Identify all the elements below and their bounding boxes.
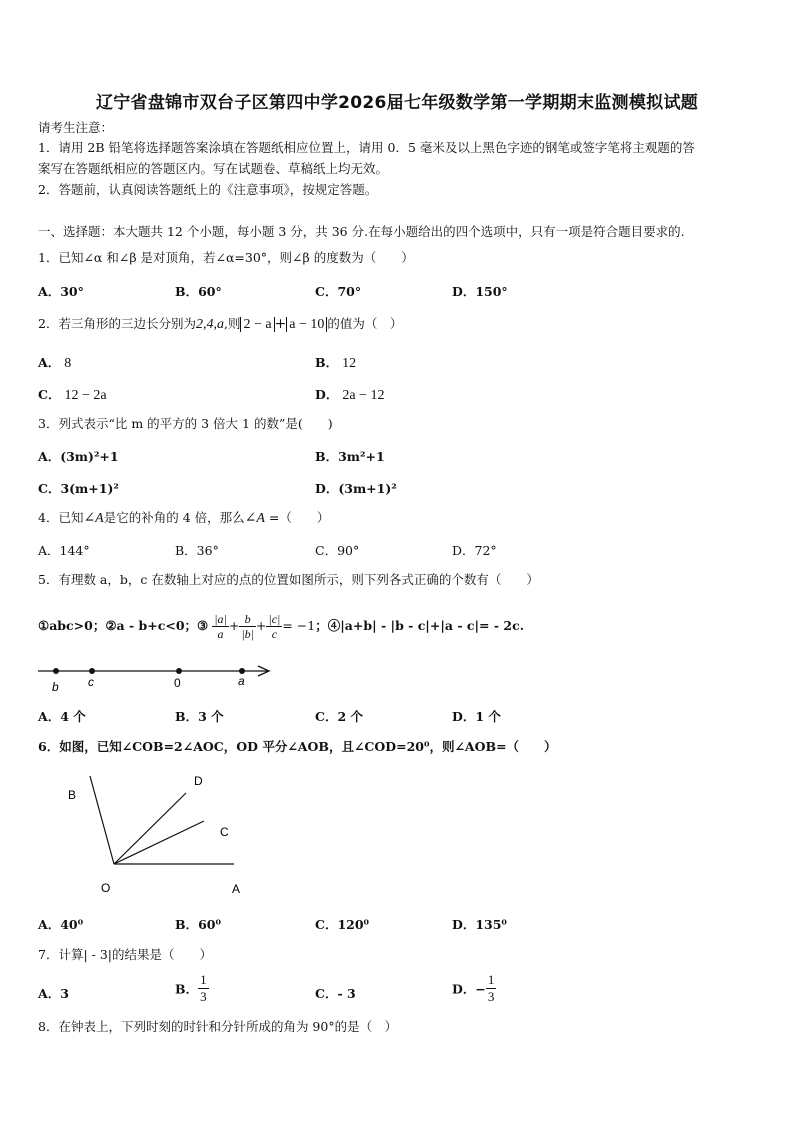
question-3-option-d: D．(3m+1)²	[315, 481, 397, 496]
label-b: b	[52, 680, 59, 694]
page-title: 辽宁省盘锦市双台子区第四中学2026届七年级数学第一学期期末监测模拟试题	[95, 93, 699, 113]
triangle-sides: 2,4,a	[195, 317, 224, 332]
question-4-option-a: A．144°	[38, 543, 90, 558]
point-zero	[176, 668, 182, 674]
question-4-stem: 4．已知∠A是它的补角的 4 倍，那么∠A =（ ）	[38, 510, 330, 526]
label-A: A	[232, 882, 241, 896]
notice-heading: 请考生注意：	[38, 120, 114, 135]
ray-ob	[90, 776, 114, 864]
fraction-abs-c-over-c: $\frac{|c|}{c}$	[268, 612, 281, 641]
question-6-stem: 6．如图，已知∠COB=2∠AOC，OD 平分∠AOB，且∠COD=20⁰，则∠AOB=（ ）	[38, 739, 557, 754]
question-2-stem: 2．若三角形的三边长分别为2,4,a,则 2 − a + a − 10 的值为（ ）	[38, 316, 403, 332]
question-6-option-a: A．40⁰	[38, 917, 84, 932]
question-3-stem: 3．列式表示“比 m 的平方的 3 倍大 1 的数”是( )	[38, 416, 333, 431]
label-O: O	[101, 881, 111, 895]
question-4-option-d: D．72°	[452, 543, 497, 558]
question-7-option-a: A．3	[38, 986, 69, 1001]
question-5-stem: 5．有理数 a，b，c 在数轴上对应的点的位置如图所示，则下列各式正确的个数有（ ）	[38, 572, 539, 587]
question-2-option-a: A． 8	[38, 355, 72, 371]
question-5-expressions: ①abc>0；②a - b+c<0；③ $\frac{|a|}{a}$ + $\frac{b}{|b|}$ + $\frac{|c|}{c}$ = −1；④|a+b| - |b - c|+|a - c|= - 2c.	[38, 612, 525, 641]
question-1-option-b: B．60°	[175, 284, 222, 299]
label-a: a	[238, 674, 245, 688]
question-3-option-b: B．3m²+1	[315, 449, 385, 464]
fraction-one-third: $\frac{1}{3}$	[200, 972, 207, 1004]
label-zero: 0	[174, 676, 181, 690]
notice-item-2: 2．答题前，认真阅读答题纸上的《注意事项》，按规定答题。	[38, 182, 378, 197]
section-heading: 一、选择题：本大题共 12 个小题，每小题 3 分，共 36 分.在每小题给出的四个选项中，只有一项是符合题目要求的.	[38, 224, 685, 239]
question-4-option-b: B．36°	[175, 543, 219, 558]
abs-expression-2: a − 10	[286, 317, 327, 332]
question-1-option-a: A．30°	[38, 284, 84, 299]
question-2-option-d: D． 2a − 12	[315, 387, 385, 403]
question-2-option-b: B． 12	[315, 355, 357, 371]
point-b	[53, 668, 59, 674]
question-1-stem: 1．已知∠α 和∠β 是对顶角，若∠α=30°，则∠β 的度数为（ ）	[38, 250, 414, 265]
question-3-option-c: C．3(m+1)²	[38, 481, 119, 496]
question-7-option-d: D．− $\frac{1}{3}$	[452, 972, 495, 1004]
number-line-figure	[30, 660, 280, 696]
question-5-option-a: A．4 个	[38, 709, 86, 724]
label-D: D	[194, 774, 203, 788]
question-5-option-b: B．3 个	[175, 709, 224, 724]
question-6-option-d: D．135⁰	[452, 917, 507, 932]
ray-oc	[114, 821, 204, 864]
label-C: C	[220, 825, 229, 839]
question-1-option-d: D．150°	[452, 284, 508, 299]
angle-figure	[60, 768, 260, 898]
question-6-option-c: C．120⁰	[315, 917, 370, 932]
notice-item-1-line-1: 1．请用 2B 铅笔将选择题答案涂填在答题纸相应位置上，请用 0．5 毫米及以上黑色字迹的钢笔或签字笔将主观题的答	[38, 140, 695, 155]
question-6-option-b: B．60⁰	[175, 917, 221, 932]
label-B: B	[68, 788, 77, 802]
question-7-stem: 7．计算| - 3|的结果是（ ）	[38, 947, 212, 962]
question-1-option-c: C．70°	[315, 284, 362, 299]
fraction-abs-a-over-a: $\frac{|a|}{a}$	[214, 612, 227, 641]
question-4-option-c: C．90°	[315, 543, 360, 558]
question-3-option-a: A．(3m)²+1	[38, 449, 119, 464]
abs-expression-1: 2 − a	[240, 317, 274, 332]
fraction-negative-one-third: $\frac{1}{3}$	[487, 972, 495, 1004]
question-5-option-d: D．1 个	[452, 709, 501, 724]
point-c	[89, 668, 95, 674]
fraction-b-over-abs-b: $\frac{b}{|b|}$	[241, 612, 254, 641]
ray-od	[114, 793, 186, 864]
label-c: c	[88, 675, 94, 689]
question-5-option-c: C．2 个	[315, 709, 363, 724]
notice-item-1-line-2: 案写在答题纸相应的答题区内。写在试题卷、草稿纸上均无效。	[38, 161, 389, 176]
question-2-option-c: C． 12 − 2a	[38, 387, 107, 403]
question-7-option-b: B． $\frac{1}{3}$	[175, 972, 207, 1004]
question-8-stem: 8．在钟表上，下列时刻的时针和分针所成的角为 90°的是（ ）	[38, 1019, 398, 1034]
question-7-option-c: C．- 3	[315, 986, 356, 1001]
